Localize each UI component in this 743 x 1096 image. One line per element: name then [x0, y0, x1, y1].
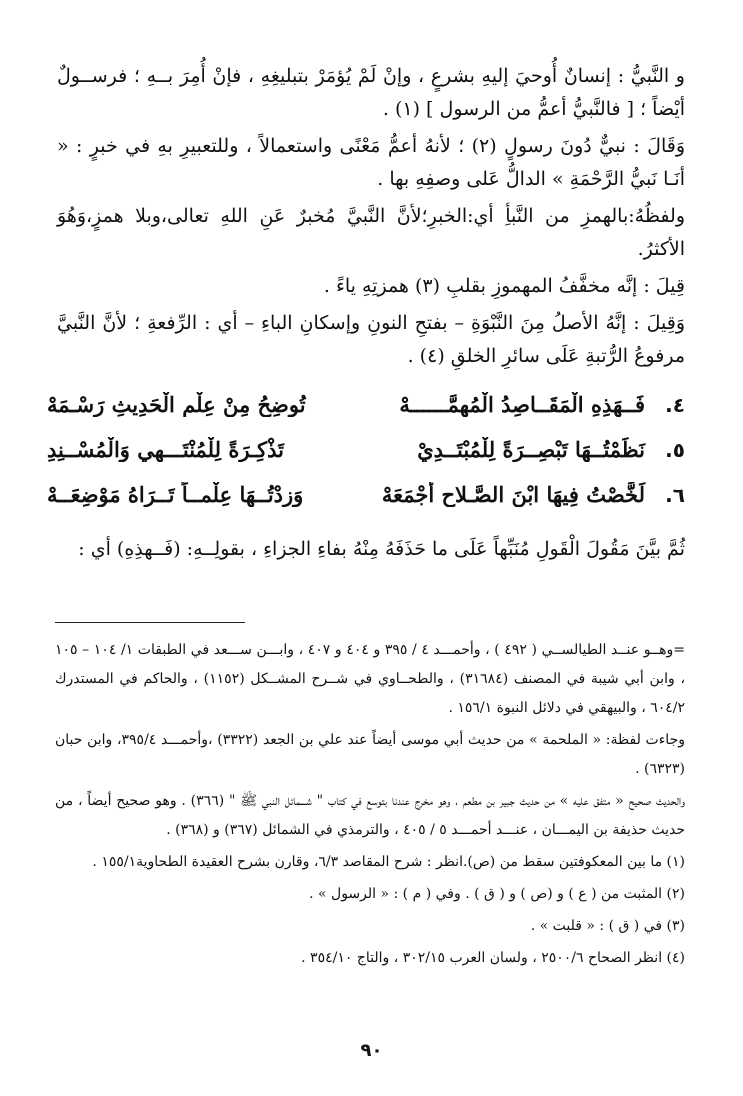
verse-number: ٤.	[665, 393, 685, 417]
verse-line	[47, 392, 685, 437]
verse-first-hemistich: نَظَمْتُــهَا تَبْصِــرَةً لِلْمُبْتَــدِيْ	[417, 437, 645, 462]
paragraph: وَقِيلَ : إنَّهُ الأصلُ مِنَ النَّبْوَةِ – بفتحِ النونِ وإسكانِ الباءِ – أي : الرِّفعةِ ؛ لأنَّ النَّبيَّ مرفوعُ الرُّتبةِ عَلَى سائرِ الخلقِ (٤) .	[57, 312, 685, 367]
verse-second-hemistich: تُوضِحُ مِنْ عِلْمِ الْحَدِيثِ رَسْـمَهْ	[47, 392, 306, 417]
footnote-continued: وجاءت لفظة: « الملحمة » من حديث أبي موسى أيضاً عند علي بن الجعد (٣٣٢٢) ،وأحمـــد ٣٩٥/٤، وابن حبان (٦٣٢٣) .	[55, 732, 685, 777]
verse-second-hemistich: تَذْكِـرَةً لِلْمُنْتَـــهِي وَالْمُسْــنِدِ	[47, 437, 284, 462]
footnote: (٢) المثبت من ( ع ) و (ص ) و ( ق ) . وفي ( م ) : « الرسول » .	[309, 886, 685, 902]
main-text	[57, 60, 685, 377]
paragraph: وَقَالَ : نبيٌّ دُونَ رسولٍ (٢) ؛ لأنهُ أعمُّ مَعْنًى واستعمالاً ، وللتعبيرِ بهِ في خبرٍ : « أنَـا نَبيُّ الرَّحْمَةِ » الدالُّ عَلى وصفِهِ بها .	[57, 135, 685, 190]
verse-line	[47, 437, 685, 482]
footnote: (٣) في ( ق ) : « قلبت » .	[530, 918, 685, 934]
poem-verses	[47, 392, 685, 527]
verse-line	[47, 482, 685, 527]
verse-first-hemistich: لَخَّصْتُ فِيهَا ابْنَ الصَّـلاحِ أَجْمَعَهْ	[381, 482, 645, 507]
paragraph: ولفظُهُ:بالهمزِ من النَّبأِ أي:الخبرِ؛لأنَّ النَّبيَّ مُخبرٌ عَنِ اللهِ تعالى،وبلا همزٍ،وَهُوَ الأكثرُ.	[57, 205, 685, 260]
post-verse-text: ثُمَّ بيَّنَ مَقُولَ الْقَولِ مُنَبِّهاً عَلَى ما حَذَفَهُ مِنْهُ بفاءِ الجزاءِ ، بقولِــهِ: (فَــهذِهِ) أي :	[78, 538, 685, 560]
paragraph: و النَّبيُّ : إنسانٌ أُوحيَ إليهِ بشرعٍ ، وإنْ لَمْ يُؤمَرْ بتبليغِهِ ، فإنْ أُمِرَ بــهِ ؛ فرســولٌ أيْضاً ؛ [ فالنَّبيُّ أعمُّ من الرسول ] (١) .	[57, 65, 685, 120]
footnotes	[55, 636, 685, 976]
footnote: (٤) انظر الصحاح ٢٥٠٠/٦ ، ولسان العرب ٣٠٢/١٥ ، والتاج ٣٥٤/١٠ .	[301, 950, 685, 966]
footnote-continued: والحديث صحيح « متفق عليه » من حديث جبير بن مطعم ، وهو مخرج عندنا بتوسع في كتاب " شـــمائل النبي ﷺ " (٣٦٦) . وهو صحيح أيضاً ، من حديث حذيفة بن اليمـــان ، عنـــد أحمـــد ٥ / ٤٠٥ ، والترمذي في الشمائل (٣٦٧) و (٣٦٨) .	[55, 793, 686, 838]
verse-second-hemistich: وَزِدْتُــهَا عِلْمــاً تَــرَاهُ مَوْضِعَــهْ	[47, 482, 304, 507]
footnote-divider	[55, 622, 245, 623]
verse-number: ٦.	[665, 483, 685, 507]
paragraph: قِيلَ : إنَّه مخفَّفُ المهموزِ بقلبِ (٣) همزتِهِ ياءً .	[323, 275, 685, 297]
verse-first-hemistich: فَــهَذِهِ الْمَقَــاصِدُ الْمُهِمَّــــــهْ	[399, 392, 645, 417]
footnote-continued: =وهــو عنــد الطيالســي ( ٤٩٢ ) ، وأحمـــد ٤ / ٣٩٥ و ٤٠٤ و ٤٠٧ ، وابـــن ســـعد في الطبقات ١/ ١٠٤ – ١٠٥ ، وابن أبي شيبة في المصنف (٣١٦٨٤) ، والطحــاوي في شــرح المشــكل (١١٥٢) ، والحاكم في المستدرك ٦٠٤/٢ ، والبيهقي في دلائل النبوة ١٥٦/١ .	[55, 642, 686, 716]
verse-number: ٥.	[665, 438, 685, 462]
page-number: ٩٠	[360, 1040, 383, 1061]
footnote: (١) ما بين المعكوفتين سقط من (ص).انظر : شرح المقاصد ٦/٣، وقارن بشرح العقيدة الطحاوية١٥٥/١ .	[92, 854, 685, 870]
